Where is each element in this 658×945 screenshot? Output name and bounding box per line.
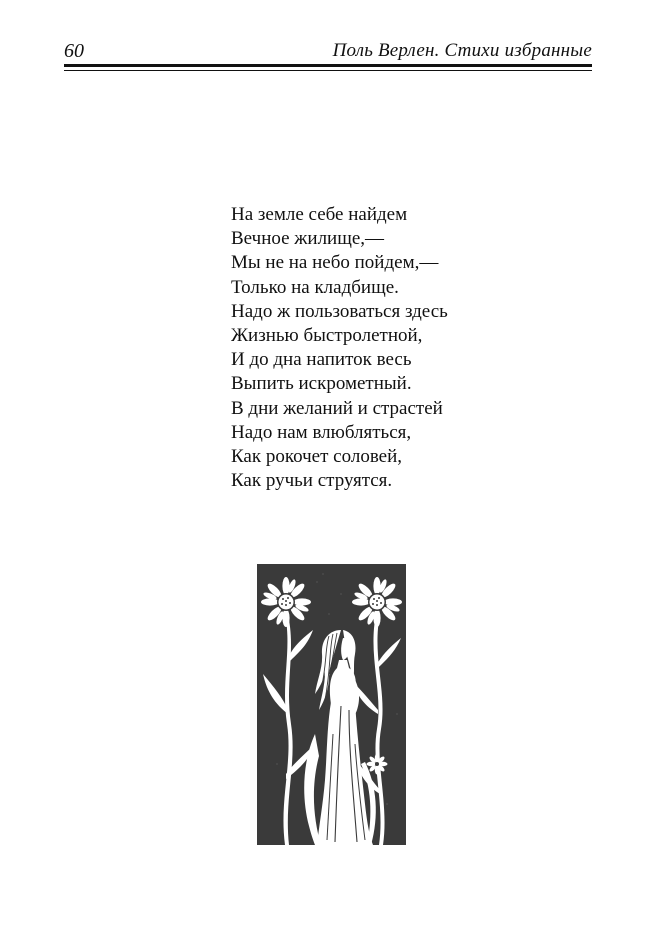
poem-line: Как рокочет соловей, [231,446,403,468]
poem-line: Вечное жилище,— [231,228,385,250]
poem-line: Жизнью быстролетной, [231,325,423,347]
poem-line: И до дна напиток весь [231,349,412,371]
page-number: 60 [64,40,84,62]
header-rule-thick [64,64,592,67]
poem-line: Выпить искрометный. [231,373,412,395]
header-rule-thin [64,70,592,71]
poem-line: Надо ж пользоваться здесь [231,300,448,322]
poem-stanza [231,203,551,493]
woman-with-sunflowers-icon [257,564,406,845]
poem-line: Как ручьи струятся. [231,470,393,492]
page-header [64,40,592,66]
poem-line: На земле себе найдем [231,204,408,225]
poem-line: В дни желаний и страстей [231,397,443,419]
poem-line: Только на кладбище. [231,276,399,298]
running-title: Поль Верлен. Стихи избранные [332,40,592,61]
poem-line: Мы не на небо пойдем,— [231,252,439,274]
poem-line: Надо нам влюбляться, [231,421,412,443]
